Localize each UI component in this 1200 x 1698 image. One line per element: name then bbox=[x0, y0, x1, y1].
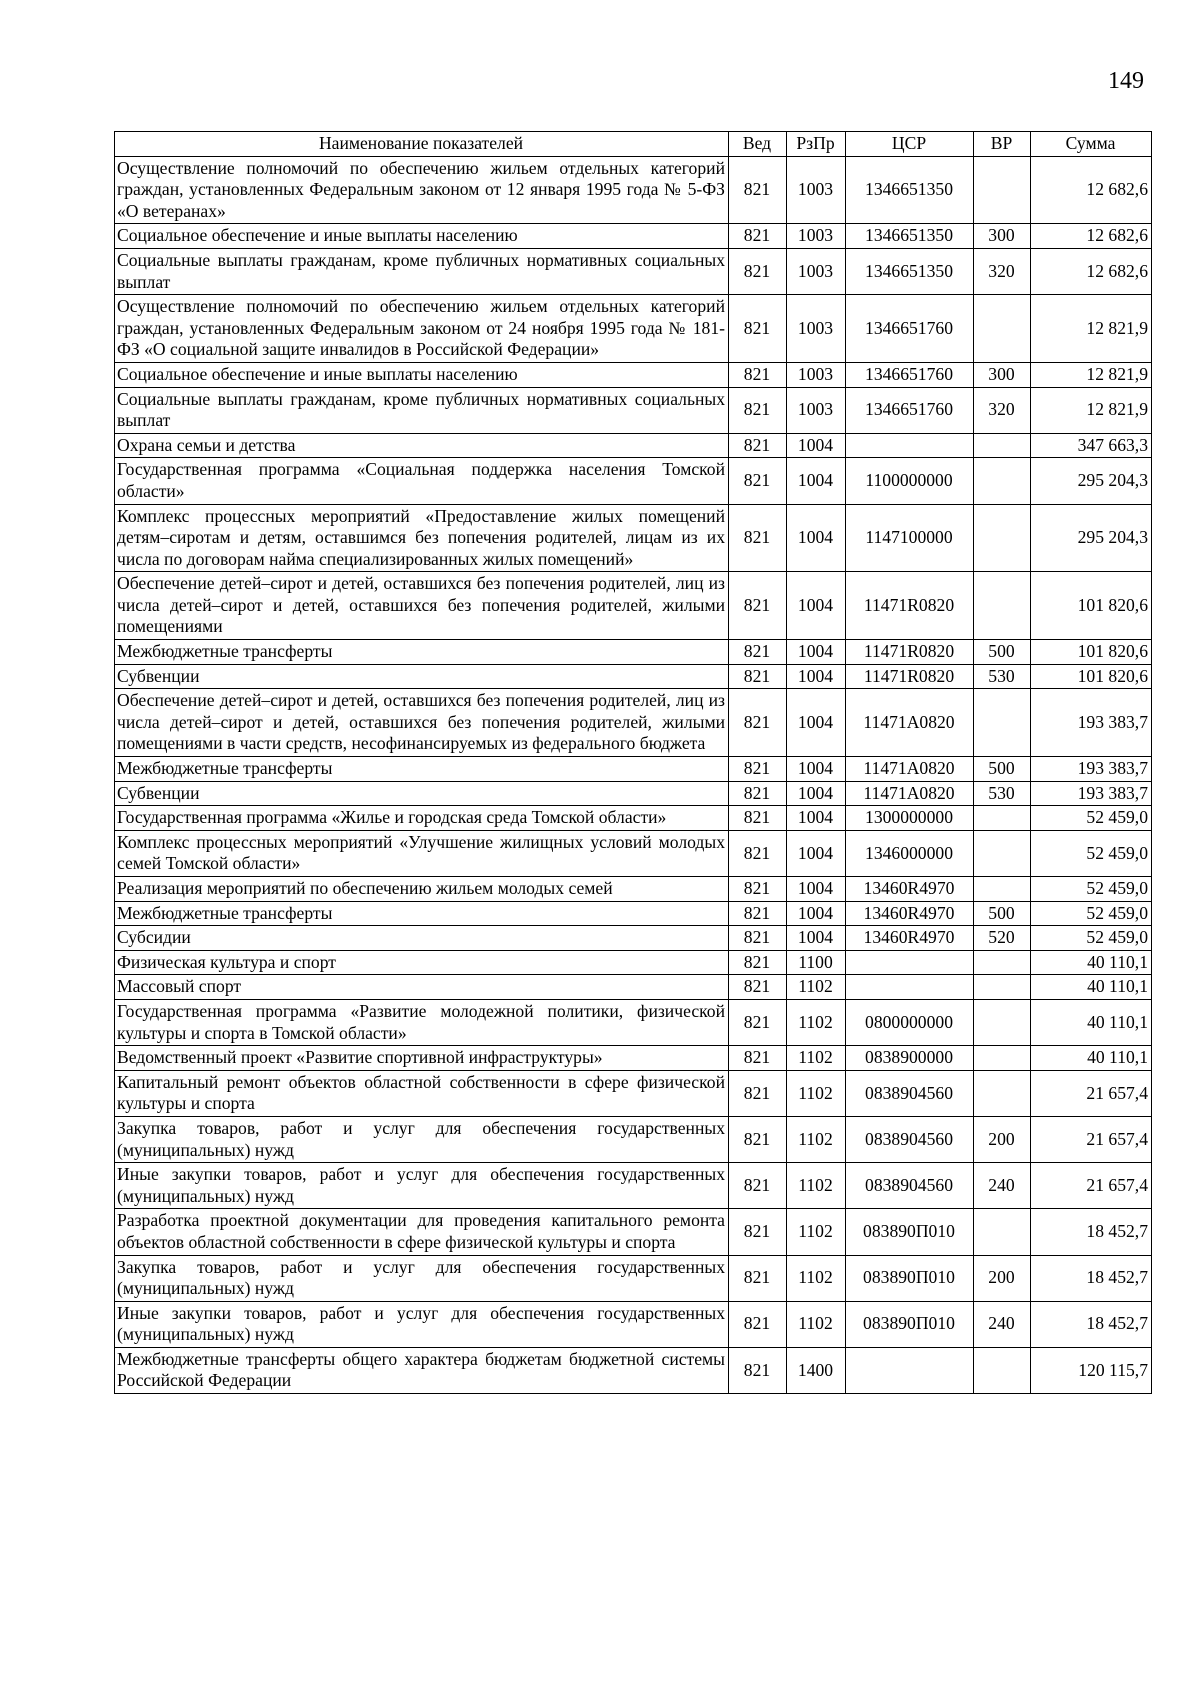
cell-csr: 11471R0820 bbox=[846, 640, 974, 665]
table-row bbox=[115, 757, 1152, 782]
table-row bbox=[115, 689, 1152, 757]
cell-rzpr: 1004 bbox=[787, 664, 846, 689]
table-row bbox=[115, 901, 1152, 926]
cell-vr bbox=[974, 950, 1031, 975]
cell-vr: 240 bbox=[974, 1163, 1031, 1209]
cell-name: Социальное обеспечение и иные выплаты населению bbox=[115, 224, 729, 249]
cell-vr bbox=[974, 458, 1031, 504]
cell-rzpr: 1400 bbox=[787, 1347, 846, 1393]
table-row bbox=[115, 572, 1152, 640]
cell-ved: 821 bbox=[729, 950, 787, 975]
cell-csr: 083890П010 bbox=[846, 1209, 974, 1255]
cell-csr: 1346651760 bbox=[846, 295, 974, 363]
cell-vr: 520 bbox=[974, 926, 1031, 951]
cell-rzpr: 1004 bbox=[787, 689, 846, 757]
cell-sum: 12 821,9 bbox=[1031, 362, 1152, 387]
cell-name: Иные закупки товаров, работ и услуг для обеспечения государственных (муниципальных) нужд bbox=[115, 1301, 729, 1347]
cell-sum: 101 820,6 bbox=[1031, 572, 1152, 640]
cell-vr: 200 bbox=[974, 1255, 1031, 1301]
cell-sum: 120 115,7 bbox=[1031, 1347, 1152, 1393]
cell-vr bbox=[974, 975, 1031, 1000]
cell-ved: 821 bbox=[729, 295, 787, 363]
cell-rzpr: 1004 bbox=[787, 806, 846, 831]
cell-name: Государственная программа «Социальная поддержка населения Томской области» bbox=[115, 458, 729, 504]
cell-csr: 1346651760 bbox=[846, 362, 974, 387]
cell-name: Межбюджетные трансферты bbox=[115, 640, 729, 665]
cell-rzpr: 1004 bbox=[787, 572, 846, 640]
cell-name: Субвенции bbox=[115, 664, 729, 689]
header-ved: Вед bbox=[729, 132, 787, 157]
cell-sum: 193 383,7 bbox=[1031, 781, 1152, 806]
cell-rzpr: 1102 bbox=[787, 999, 846, 1045]
cell-sum: 193 383,7 bbox=[1031, 757, 1152, 782]
cell-name: Закупка товаров, работ и услуг для обеспечения государственных (муниципальных) нужд bbox=[115, 1116, 729, 1162]
cell-sum: 52 459,0 bbox=[1031, 830, 1152, 876]
cell-ved: 821 bbox=[729, 458, 787, 504]
table-row bbox=[115, 640, 1152, 665]
cell-ved: 821 bbox=[729, 1347, 787, 1393]
table-header-row bbox=[115, 132, 1152, 157]
cell-csr: 1346651350 bbox=[846, 156, 974, 224]
cell-ved: 821 bbox=[729, 387, 787, 433]
cell-csr: 13460R4970 bbox=[846, 901, 974, 926]
table-row bbox=[115, 877, 1152, 902]
cell-rzpr: 1003 bbox=[787, 156, 846, 224]
cell-vr bbox=[974, 999, 1031, 1045]
cell-ved: 821 bbox=[729, 1163, 787, 1209]
cell-name: Социальное обеспечение и иные выплаты населению bbox=[115, 362, 729, 387]
cell-csr bbox=[846, 433, 974, 458]
cell-csr: 0800000000 bbox=[846, 999, 974, 1045]
table-row bbox=[115, 1209, 1152, 1255]
cell-rzpr: 1004 bbox=[787, 757, 846, 782]
table-row bbox=[115, 1070, 1152, 1116]
table-row bbox=[115, 999, 1152, 1045]
cell-name: Государственная программа «Жилье и городская среда Томской области» bbox=[115, 806, 729, 831]
table-row bbox=[115, 295, 1152, 363]
table-row bbox=[115, 248, 1152, 294]
header-csr: ЦСР bbox=[846, 132, 974, 157]
cell-rzpr: 1004 bbox=[787, 433, 846, 458]
cell-vr bbox=[974, 877, 1031, 902]
cell-vr bbox=[974, 433, 1031, 458]
cell-csr: 0838904560 bbox=[846, 1163, 974, 1209]
cell-sum: 21 657,4 bbox=[1031, 1163, 1152, 1209]
table-row bbox=[115, 781, 1152, 806]
cell-csr: 11471A0820 bbox=[846, 757, 974, 782]
cell-vr: 300 bbox=[974, 224, 1031, 249]
cell-name: Ведомственный проект «Развитие спортивной инфраструктуры» bbox=[115, 1046, 729, 1071]
cell-ved: 821 bbox=[729, 830, 787, 876]
cell-rzpr: 1004 bbox=[787, 877, 846, 902]
cell-vr: 500 bbox=[974, 640, 1031, 665]
cell-sum: 12 682,6 bbox=[1031, 224, 1152, 249]
cell-vr bbox=[974, 156, 1031, 224]
cell-sum: 12 682,6 bbox=[1031, 156, 1152, 224]
cell-sum: 101 820,6 bbox=[1031, 664, 1152, 689]
cell-name: Социальные выплаты гражданам, кроме публичных нормативных социальных выплат bbox=[115, 248, 729, 294]
cell-rzpr: 1003 bbox=[787, 224, 846, 249]
cell-ved: 821 bbox=[729, 1046, 787, 1071]
cell-name: Межбюджетные трансферты bbox=[115, 901, 729, 926]
cell-name: Осуществление полномочий по обеспечению жильем отдельных категорий граждан, установленных Федеральным законом от 24 ноября 1995 года № 181-ФЗ «О социальной защите инвалидов в Российской Федерации» bbox=[115, 295, 729, 363]
cell-vr: 530 bbox=[974, 781, 1031, 806]
table-row bbox=[115, 1046, 1152, 1071]
cell-csr: 083890П010 bbox=[846, 1301, 974, 1347]
cell-ved: 821 bbox=[729, 224, 787, 249]
cell-csr: 1346651760 bbox=[846, 387, 974, 433]
cell-sum: 21 657,4 bbox=[1031, 1116, 1152, 1162]
table-row bbox=[115, 1163, 1152, 1209]
table-row bbox=[115, 362, 1152, 387]
cell-name: Социальные выплаты гражданам, кроме публичных нормативных социальных выплат bbox=[115, 387, 729, 433]
cell-sum: 295 204,3 bbox=[1031, 504, 1152, 572]
cell-ved: 821 bbox=[729, 689, 787, 757]
cell-sum: 21 657,4 bbox=[1031, 1070, 1152, 1116]
table-row bbox=[115, 1255, 1152, 1301]
cell-ved: 821 bbox=[729, 362, 787, 387]
cell-rzpr: 1102 bbox=[787, 1070, 846, 1116]
cell-sum: 40 110,1 bbox=[1031, 950, 1152, 975]
cell-vr: 500 bbox=[974, 901, 1031, 926]
cell-ved: 821 bbox=[729, 433, 787, 458]
cell-ved: 821 bbox=[729, 156, 787, 224]
cell-rzpr: 1102 bbox=[787, 1255, 846, 1301]
table-row bbox=[115, 224, 1152, 249]
cell-csr: 1346651350 bbox=[846, 224, 974, 249]
cell-ved: 821 bbox=[729, 1209, 787, 1255]
cell-sum: 193 383,7 bbox=[1031, 689, 1152, 757]
cell-rzpr: 1102 bbox=[787, 1163, 846, 1209]
cell-csr: 0838904560 bbox=[846, 1116, 974, 1162]
cell-vr: 200 bbox=[974, 1116, 1031, 1162]
cell-ved: 821 bbox=[729, 640, 787, 665]
cell-ved: 821 bbox=[729, 1301, 787, 1347]
table-row bbox=[115, 504, 1152, 572]
table-row bbox=[115, 1301, 1152, 1347]
table-row bbox=[115, 806, 1152, 831]
cell-name: Закупка товаров, работ и услуг для обеспечения государственных (муниципальных) нужд bbox=[115, 1255, 729, 1301]
cell-rzpr: 1100 bbox=[787, 950, 846, 975]
cell-name: Иные закупки товаров, работ и услуг для обеспечения государственных (муниципальных) нужд bbox=[115, 1163, 729, 1209]
cell-ved: 821 bbox=[729, 757, 787, 782]
cell-csr: 11471A0820 bbox=[846, 781, 974, 806]
cell-name: Физическая культура и спорт bbox=[115, 950, 729, 975]
cell-rzpr: 1102 bbox=[787, 1116, 846, 1162]
page-number: 149 bbox=[1108, 68, 1144, 94]
cell-vr bbox=[974, 295, 1031, 363]
cell-sum: 52 459,0 bbox=[1031, 901, 1152, 926]
cell-csr bbox=[846, 975, 974, 1000]
cell-name: Межбюджетные трансферты общего характера бюджетам бюджетной системы Российской Федерации bbox=[115, 1347, 729, 1393]
cell-rzpr: 1102 bbox=[787, 1301, 846, 1347]
cell-csr: 13460R4970 bbox=[846, 877, 974, 902]
table-row bbox=[115, 156, 1152, 224]
cell-vr bbox=[974, 806, 1031, 831]
cell-ved: 821 bbox=[729, 926, 787, 951]
cell-sum: 101 820,6 bbox=[1031, 640, 1152, 665]
cell-vr bbox=[974, 1209, 1031, 1255]
cell-csr: 1346651350 bbox=[846, 248, 974, 294]
cell-vr bbox=[974, 1347, 1031, 1393]
cell-ved: 821 bbox=[729, 572, 787, 640]
cell-vr bbox=[974, 830, 1031, 876]
cell-csr: 1100000000 bbox=[846, 458, 974, 504]
cell-sum: 40 110,1 bbox=[1031, 999, 1152, 1045]
cell-sum: 12 821,9 bbox=[1031, 295, 1152, 363]
cell-ved: 821 bbox=[729, 1070, 787, 1116]
header-rzpr: РзПр bbox=[787, 132, 846, 157]
cell-sum: 52 459,0 bbox=[1031, 926, 1152, 951]
cell-rzpr: 1004 bbox=[787, 458, 846, 504]
cell-name: Комплекс процессных мероприятий «Предоставление жилых помещений детям–сиротам и детям, оставшимся без попечения родителей, лицам из их числа по договорам найма специализированных жилых помещений» bbox=[115, 504, 729, 572]
cell-csr: 083890П010 bbox=[846, 1255, 974, 1301]
cell-rzpr: 1003 bbox=[787, 295, 846, 363]
cell-vr bbox=[974, 504, 1031, 572]
cell-csr bbox=[846, 1347, 974, 1393]
cell-sum: 12 682,6 bbox=[1031, 248, 1152, 294]
table-row bbox=[115, 975, 1152, 1000]
cell-sum: 40 110,1 bbox=[1031, 1046, 1152, 1071]
cell-ved: 821 bbox=[729, 975, 787, 1000]
table-row bbox=[115, 926, 1152, 951]
table-row bbox=[115, 1347, 1152, 1393]
table-row bbox=[115, 950, 1152, 975]
cell-name: Межбюджетные трансферты bbox=[115, 757, 729, 782]
cell-sum: 12 821,9 bbox=[1031, 387, 1152, 433]
cell-name: Охрана семьи и детства bbox=[115, 433, 729, 458]
cell-sum: 52 459,0 bbox=[1031, 877, 1152, 902]
table-row bbox=[115, 830, 1152, 876]
cell-csr: 1346000000 bbox=[846, 830, 974, 876]
table-row bbox=[115, 433, 1152, 458]
cell-rzpr: 1004 bbox=[787, 901, 846, 926]
table-row bbox=[115, 458, 1152, 504]
cell-sum: 18 452,7 bbox=[1031, 1255, 1152, 1301]
cell-csr: 11471R0820 bbox=[846, 572, 974, 640]
cell-vr bbox=[974, 1046, 1031, 1071]
cell-csr bbox=[846, 950, 974, 975]
cell-ved: 821 bbox=[729, 781, 787, 806]
header-name: Наименование показателей bbox=[115, 132, 729, 157]
table-row bbox=[115, 387, 1152, 433]
cell-sum: 18 452,7 bbox=[1031, 1209, 1152, 1255]
cell-rzpr: 1004 bbox=[787, 640, 846, 665]
cell-rzpr: 1004 bbox=[787, 504, 846, 572]
table-body bbox=[115, 156, 1152, 1393]
cell-name: Государственная программа «Развитие молодежной политики, физической культуры и спорта в Томской области» bbox=[115, 999, 729, 1045]
cell-rzpr: 1004 bbox=[787, 830, 846, 876]
cell-name: Разработка проектной документации для проведения капитального ремонта объектов областной собственности в сфере физической культуры и спорта bbox=[115, 1209, 729, 1255]
cell-csr: 1147100000 bbox=[846, 504, 974, 572]
header-sum: Сумма bbox=[1031, 132, 1152, 157]
table-row bbox=[115, 1116, 1152, 1162]
header-vr: ВР bbox=[974, 132, 1031, 157]
cell-vr: 500 bbox=[974, 757, 1031, 782]
cell-name: Осуществление полномочий по обеспечению жильем отдельных категорий граждан, установленных Федеральным законом от 12 января 1995 года № 5-ФЗ «О ветеранах» bbox=[115, 156, 729, 224]
cell-ved: 821 bbox=[729, 806, 787, 831]
cell-name: Массовый спорт bbox=[115, 975, 729, 1000]
cell-csr: 0838904560 bbox=[846, 1070, 974, 1116]
cell-vr: 530 bbox=[974, 664, 1031, 689]
cell-rzpr: 1102 bbox=[787, 975, 846, 1000]
cell-sum: 40 110,1 bbox=[1031, 975, 1152, 1000]
cell-vr bbox=[974, 572, 1031, 640]
cell-rzpr: 1004 bbox=[787, 926, 846, 951]
cell-vr: 320 bbox=[974, 387, 1031, 433]
cell-vr bbox=[974, 1070, 1031, 1116]
cell-ved: 821 bbox=[729, 1255, 787, 1301]
cell-ved: 821 bbox=[729, 999, 787, 1045]
cell-ved: 821 bbox=[729, 248, 787, 294]
cell-name: Субвенции bbox=[115, 781, 729, 806]
cell-sum: 347 663,3 bbox=[1031, 433, 1152, 458]
cell-rzpr: 1102 bbox=[787, 1209, 846, 1255]
cell-csr: 1300000000 bbox=[846, 806, 974, 831]
cell-name: Обеспечение детей–сирот и детей, оставшихся без попечения родителей, лиц из числа детей–сирот и детей, оставшихся без попечения родителей, жилыми помещениями bbox=[115, 572, 729, 640]
cell-ved: 821 bbox=[729, 901, 787, 926]
cell-csr: 13460R4970 bbox=[846, 926, 974, 951]
cell-rzpr: 1102 bbox=[787, 1046, 846, 1071]
cell-ved: 821 bbox=[729, 664, 787, 689]
cell-rzpr: 1003 bbox=[787, 362, 846, 387]
cell-sum: 18 452,7 bbox=[1031, 1301, 1152, 1347]
cell-vr: 300 bbox=[974, 362, 1031, 387]
cell-name: Комплекс процессных мероприятий «Улучшение жилищных условий молодых семей Томской области» bbox=[115, 830, 729, 876]
cell-rzpr: 1004 bbox=[787, 781, 846, 806]
cell-ved: 821 bbox=[729, 877, 787, 902]
cell-vr: 320 bbox=[974, 248, 1031, 294]
cell-vr bbox=[974, 689, 1031, 757]
cell-name: Обеспечение детей–сирот и детей, оставшихся без попечения родителей, лиц из числа детей–сирот и детей, оставшихся без попечения родителей, жилыми помещениями в части средств, несофинансируемых из федерального бюджета bbox=[115, 689, 729, 757]
cell-vr: 240 bbox=[974, 1301, 1031, 1347]
cell-csr: 11471R0820 bbox=[846, 664, 974, 689]
cell-csr: 0838900000 bbox=[846, 1046, 974, 1071]
cell-name: Капитальный ремонт объектов областной собственности в сфере физической культуры и спорта bbox=[115, 1070, 729, 1116]
cell-name: Реализация мероприятий по обеспечению жильем молодых семей bbox=[115, 877, 729, 902]
cell-rzpr: 1003 bbox=[787, 387, 846, 433]
budget-table bbox=[114, 131, 1152, 1394]
cell-rzpr: 1003 bbox=[787, 248, 846, 294]
cell-ved: 821 bbox=[729, 1116, 787, 1162]
cell-sum: 52 459,0 bbox=[1031, 806, 1152, 831]
cell-sum: 295 204,3 bbox=[1031, 458, 1152, 504]
cell-csr: 11471A0820 bbox=[846, 689, 974, 757]
table-row bbox=[115, 664, 1152, 689]
cell-name: Субсидии bbox=[115, 926, 729, 951]
cell-ved: 821 bbox=[729, 504, 787, 572]
